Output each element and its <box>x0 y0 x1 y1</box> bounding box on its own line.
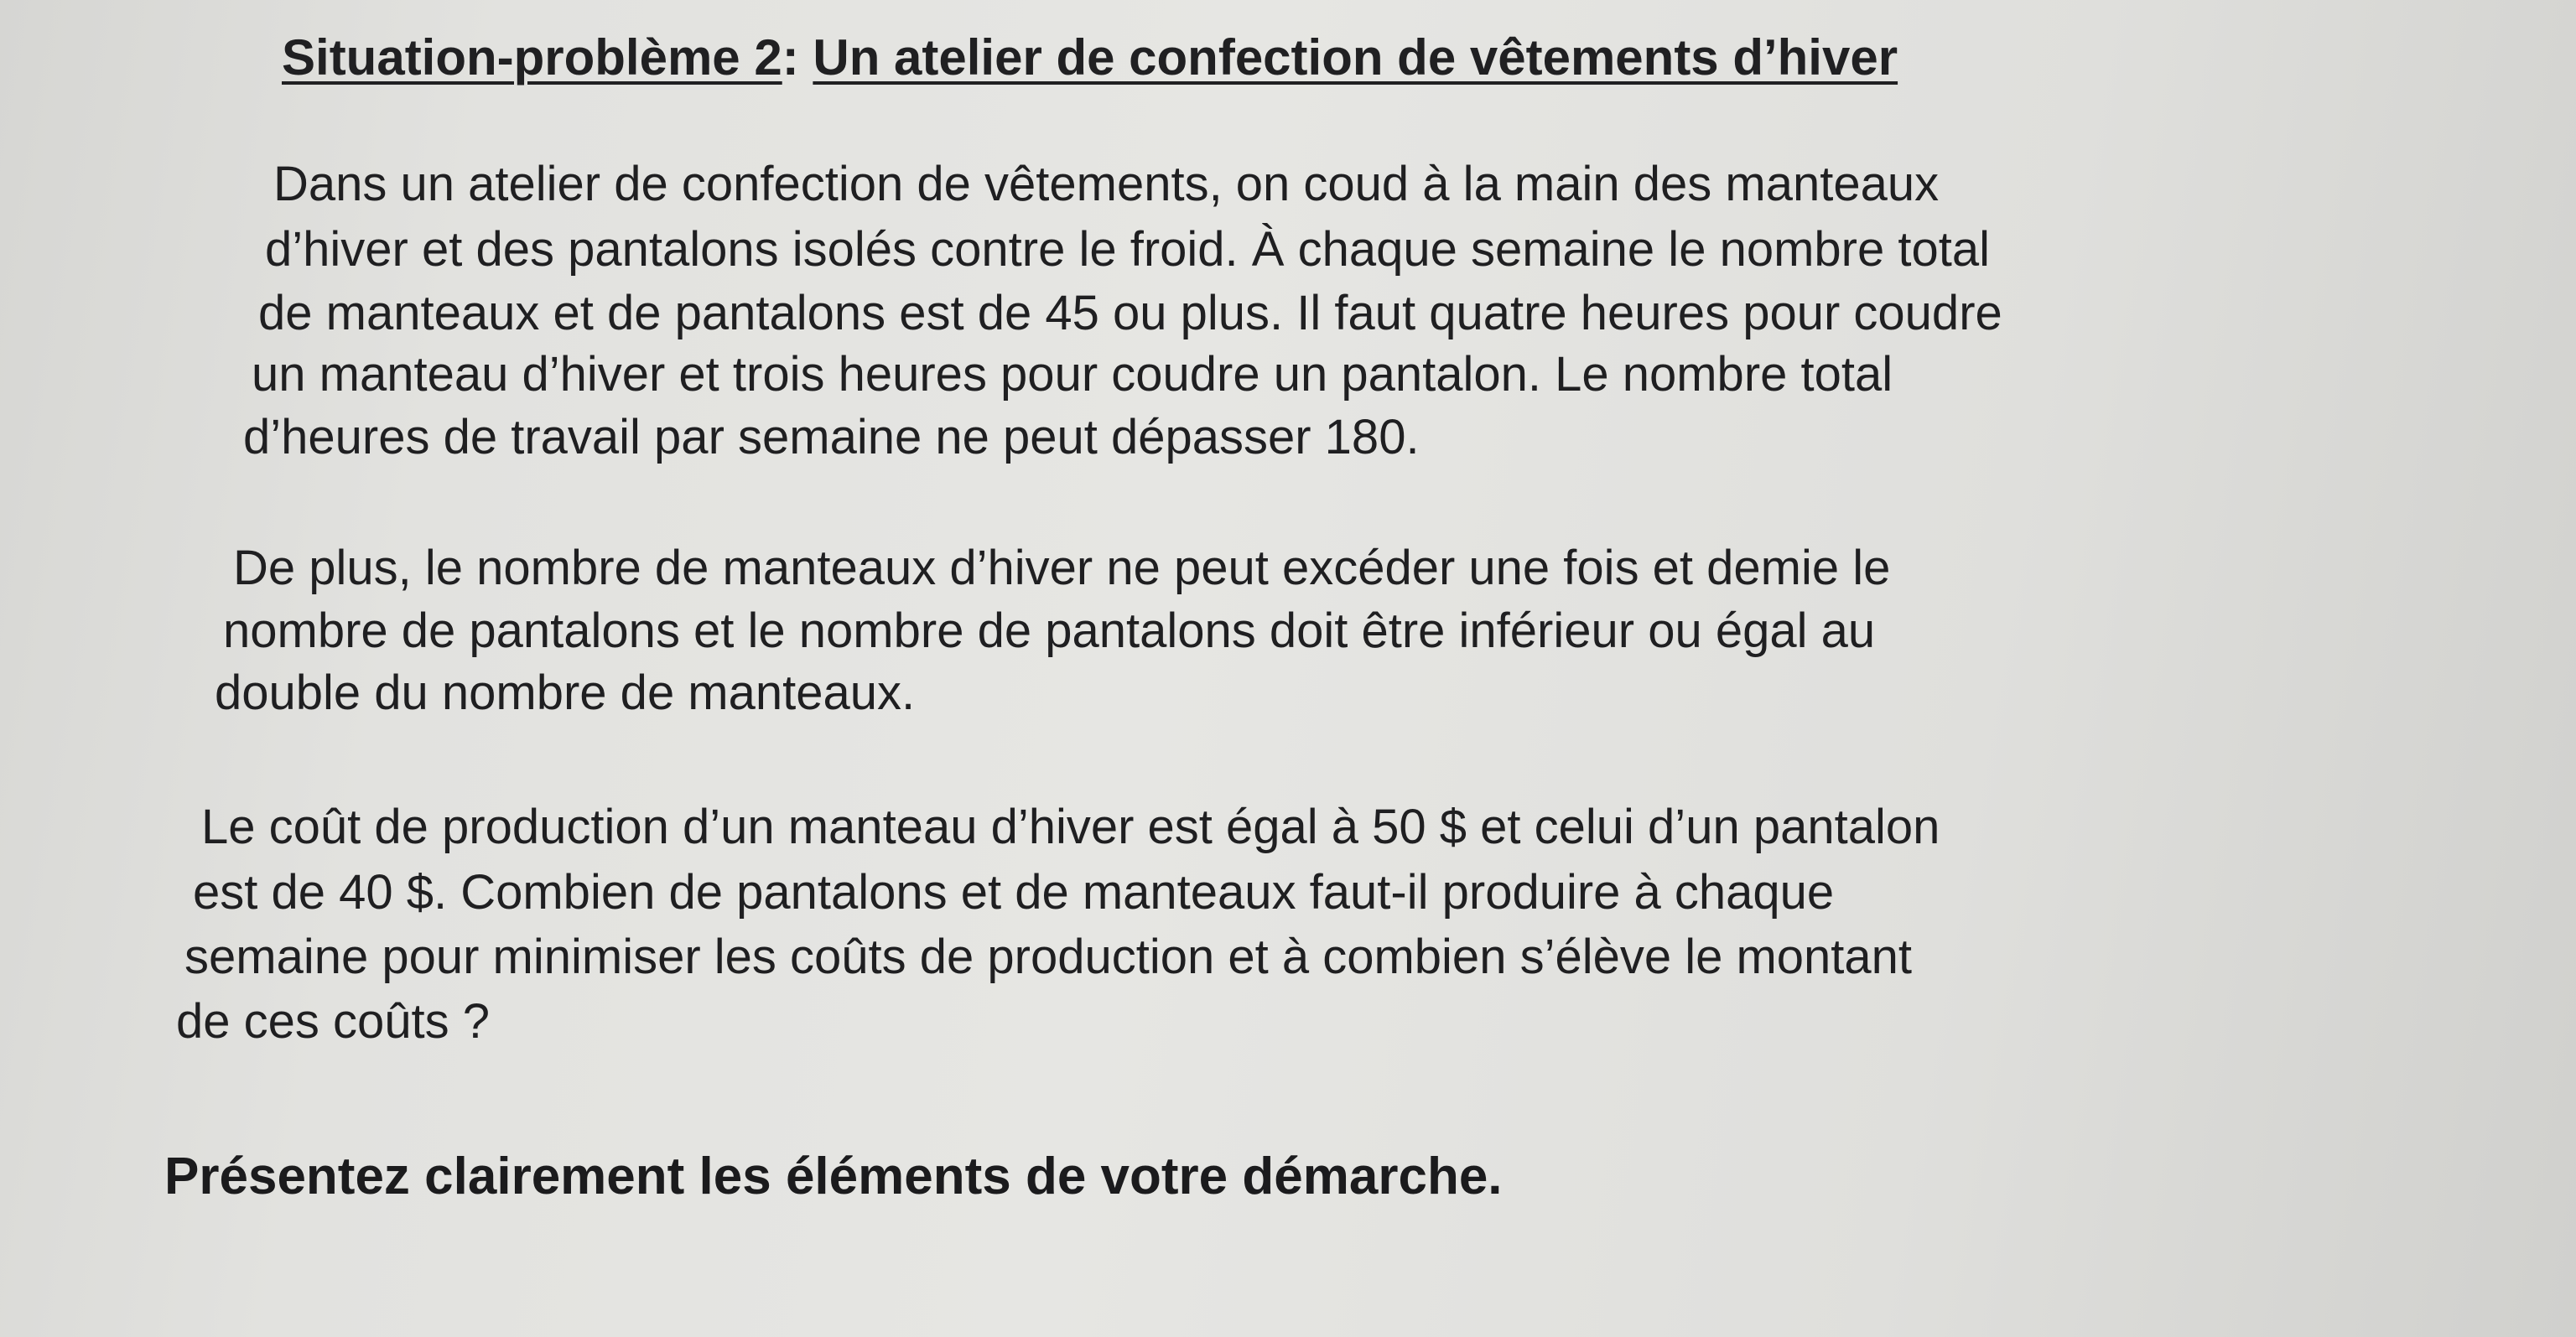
paragraph-1-line-2: d’hiver et des pantalons isolés contre le froid. À chaque semaine le nombre total <box>265 222 1990 277</box>
title-label: Situation-problème 2 <box>282 29 782 86</box>
paragraph-3-line-2: est de 40 $. Combien de pantalons et de manteaux faut-il produire à chaque <box>193 865 1835 920</box>
paragraph-1-line-3: de manteaux et de pantalons est de 45 ou plus. Il faut quatre heures pour coudre <box>258 286 2002 340</box>
page-title <box>282 29 1898 86</box>
paragraph-1-line-4: un manteau d’hiver et trois heures pour coudre un pantalon. Le nombre total <box>252 347 1893 402</box>
paragraph-1-line-5: d’heures de travail par semaine ne peut dépasser 180. <box>243 410 1420 464</box>
paragraph-3-line-3: semaine pour minimiser les coûts de production et à combien s’élève le montant <box>184 930 1913 984</box>
title-subject: Un atelier de confection de vêtements d’hiver <box>813 29 1898 86</box>
paragraph-2-line-1: De plus, le nombre de manteaux d’hiver ne peut excéder une fois et demie le <box>233 541 1891 595</box>
paragraph-2-line-3: double du nombre de manteaux. <box>215 666 916 720</box>
paragraph-3-line-1: Le coût de production d’un manteau d’hiver est égal à 50 $ et celui d’un pantalon <box>201 800 1940 854</box>
instruction-text: Présentez clairement les éléments de votre démarche. <box>164 1148 1503 1205</box>
paragraph-2-line-2: nombre de pantalons et le nombre de pantalons doit être inférieur ou égal au <box>223 604 1876 658</box>
paragraph-1-line-1: Dans un atelier de confection de vêtements, on coud à la main des manteaux <box>273 157 1940 211</box>
paragraph-3-line-4: de ces coûts ? <box>176 994 490 1049</box>
title-colon: : <box>782 29 813 86</box>
